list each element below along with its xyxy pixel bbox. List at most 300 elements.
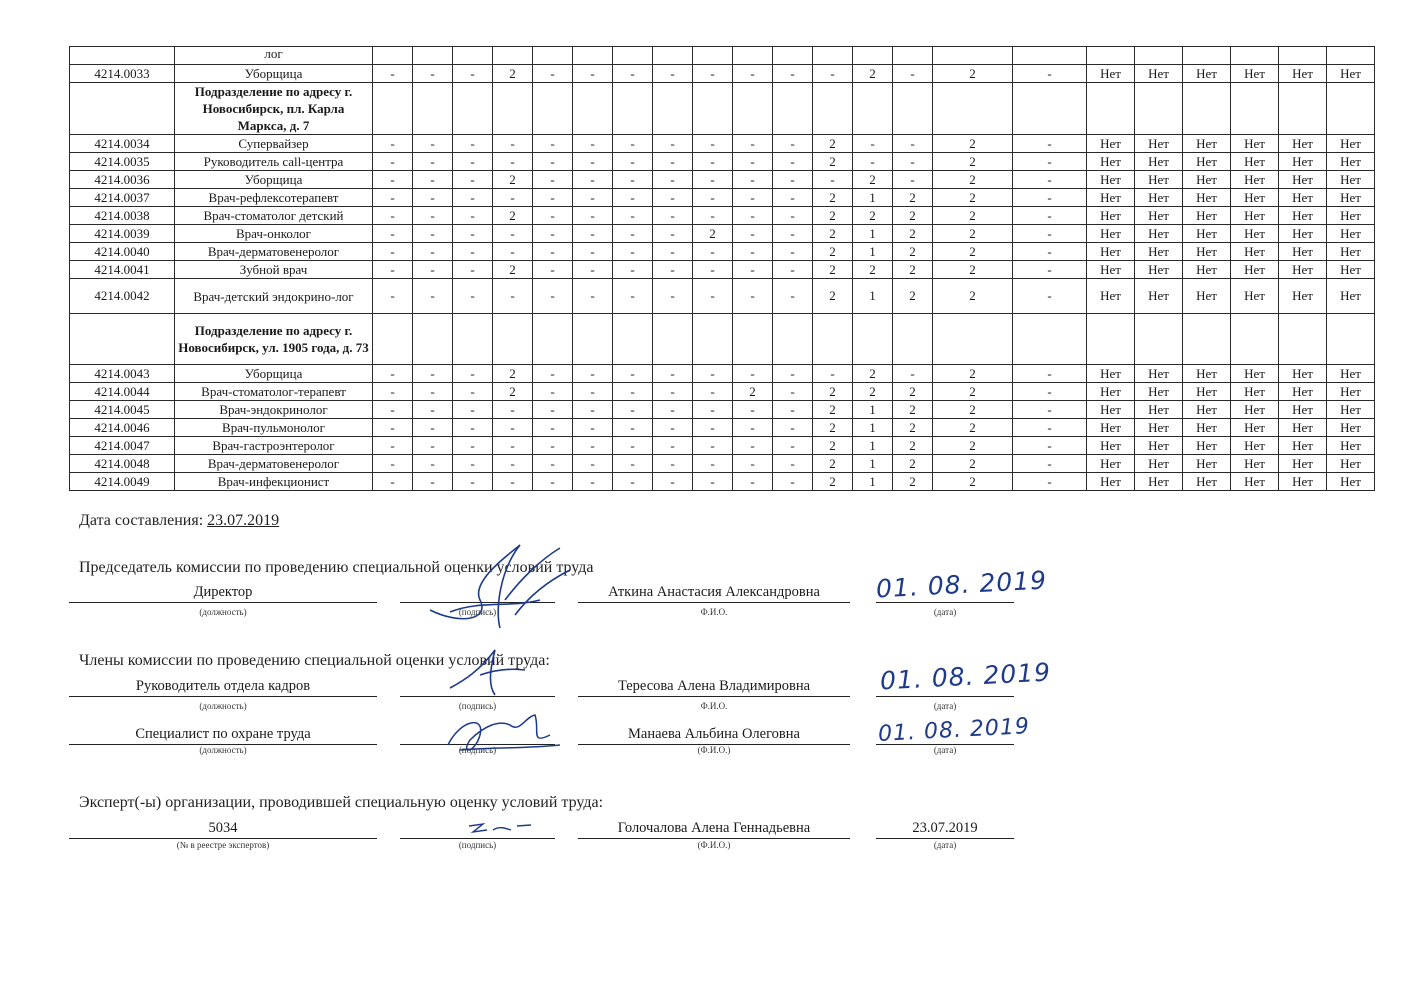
table-cell: - [773,65,813,83]
table-cell: Нет [1231,135,1279,153]
member-2-signature [440,705,570,760]
table-cell: Нет [1135,383,1183,401]
table-cell: Нет [1183,261,1231,279]
table-cell: - [733,401,773,419]
table-cell: Нет [1087,189,1135,207]
row-code: 4214.0033 [70,65,175,83]
table-cell: 2 [813,455,853,473]
table-cell: Нет [1183,279,1231,314]
table-cell: - [573,171,613,189]
table-row [70,189,1375,207]
table-cell: 2 [813,243,853,261]
table-cell: 2 [813,401,853,419]
table-cell [933,314,1013,365]
table-cell: - [533,171,573,189]
table-cell: 2 [813,189,853,207]
table-cell [1135,314,1183,365]
table-cell: Нет [1135,153,1183,171]
row-code: 4214.0037 [70,189,175,207]
table-cell: - [1013,261,1087,279]
chair-date-caption: (дата) [933,607,957,617]
table-cell: - [733,419,773,437]
table-cell: Нет [1327,135,1375,153]
table-cell [453,314,493,365]
table-cell: Нет [1135,365,1183,383]
table-cell: Нет [1231,225,1279,243]
table-cell [413,47,453,65]
job-title: Врач-стоматолог детский [175,207,373,225]
table-cell: - [653,455,693,473]
table-cell: - [613,473,653,491]
table-cell: - [773,135,813,153]
table-cell: Нет [1135,171,1183,189]
table-cell: 2 [853,207,893,225]
table-cell [493,314,533,365]
table-row [70,171,1375,189]
table-cell: - [1013,171,1087,189]
table-cell [1087,314,1135,365]
table-cell: - [613,383,653,401]
row-code [70,83,175,135]
table-cell: - [573,437,613,455]
table-cell: - [733,171,773,189]
table-cell: - [413,365,453,383]
row-code: 4214.0039 [70,225,175,243]
member-2-date: 01. 08. 2019 [877,714,1031,747]
member-1-signature [440,640,540,700]
table-cell [733,47,773,65]
table-row [70,365,1375,383]
table-cell [1327,314,1375,365]
table-cell: 2 [933,455,1013,473]
table-cell: - [413,135,453,153]
expert-signature-caption: (подпись) [458,840,497,850]
table-cell: - [1013,207,1087,225]
table-cell: 2 [853,383,893,401]
table-cell [1279,47,1327,65]
table-cell: 2 [733,383,773,401]
expert-date-caption: (дата) [933,840,957,850]
table-cell: Нет [1231,65,1279,83]
job-title: Врач-стоматолог-терапевт [175,383,373,401]
table-cell: - [1013,437,1087,455]
table-cell: - [533,243,573,261]
table-cell: Нет [1135,189,1183,207]
table-cell: - [413,437,453,455]
table-cell [573,47,613,65]
table-cell: - [693,261,733,279]
table-cell: Нет [1279,473,1327,491]
table-cell: Нет [1231,401,1279,419]
table-cell: - [613,153,653,171]
table-cell [733,314,773,365]
table-cell [733,83,773,135]
table-cell: 2 [933,261,1013,279]
table-cell: - [613,65,653,83]
table-cell: - [653,171,693,189]
table-cell: - [733,207,773,225]
table-cell: Нет [1183,365,1231,383]
table-cell: - [573,65,613,83]
table-cell: Нет [1183,243,1231,261]
table-cell: - [733,437,773,455]
table-cell: - [773,419,813,437]
table-cell: - [373,473,413,491]
table-cell: 1 [853,401,893,419]
table-cell: 2 [933,419,1013,437]
table-cell: Нет [1087,261,1135,279]
table-cell: 2 [933,135,1013,153]
table-cell: - [613,365,653,383]
table-cell: - [693,243,733,261]
member-1-date: 01. 08. 2019 [879,657,1052,696]
table-cell: - [613,189,653,207]
table-cell: Нет [1135,455,1183,473]
table-cell: Нет [1279,225,1327,243]
table-cell: Нет [1327,171,1375,189]
table-cell: - [693,135,733,153]
job-title: Врач-инфекционист [175,473,373,491]
table-cell [413,314,453,365]
table-cell: 1 [853,225,893,243]
row-code: 4214.0044 [70,383,175,401]
table-cell [1231,83,1279,135]
table-cell: Нет [1087,153,1135,171]
table-cell: - [453,171,493,189]
table-cell: - [653,383,693,401]
table-cell: - [453,207,493,225]
table-cell: - [733,189,773,207]
table-cell: - [413,383,453,401]
table-cell: 2 [893,455,933,473]
table-cell [493,47,533,65]
table-cell: Нет [1183,437,1231,455]
table-cell: - [373,207,413,225]
table-cell: - [413,207,453,225]
table-cell: 2 [813,207,853,225]
table-cell: 2 [893,401,933,419]
table-cell: - [653,153,693,171]
table-cell: - [1013,419,1087,437]
table-cell: - [773,473,813,491]
table-cell: 2 [933,473,1013,491]
table-cell: 2 [933,171,1013,189]
table-cell: Нет [1327,419,1375,437]
table-cell: - [493,225,533,243]
row-code: 4214.0041 [70,261,175,279]
table-cell: Нет [1183,383,1231,401]
table-cell: - [893,65,933,83]
table-cell [1231,47,1279,65]
table-cell [773,83,813,135]
table-cell: - [1013,279,1087,314]
table-cell: - [573,153,613,171]
table-cell: Нет [1279,207,1327,225]
table-cell: - [773,189,813,207]
table-cell: 2 [853,365,893,383]
job-title: Уборщица [175,65,373,83]
table-cell: - [533,225,573,243]
table-cell: - [653,261,693,279]
table-cell: Нет [1327,261,1375,279]
table-cell [413,83,453,135]
table-cell: 2 [493,171,533,189]
table-cell: - [1013,153,1087,171]
table-cell: - [453,455,493,473]
table-cell: - [573,279,613,314]
table-cell [1013,47,1087,65]
row-code: 4214.0045 [70,401,175,419]
table-cell: - [653,473,693,491]
table-cell: 2 [893,189,933,207]
table-cell: 2 [893,207,933,225]
job-title: Врач-рефлексотерапевт [175,189,373,207]
table-cell: Нет [1279,437,1327,455]
table-cell: - [373,419,413,437]
table-cell: 2 [813,279,853,314]
job-title: Врач-эндокринолог [175,401,373,419]
table-cell: - [493,419,533,437]
table-cell: 2 [893,383,933,401]
table-cell: 1 [853,437,893,455]
table-cell: Нет [1231,243,1279,261]
table-cell: Нет [1087,207,1135,225]
table-cell: - [613,437,653,455]
table-row [70,243,1375,261]
table-cell: 2 [933,225,1013,243]
table-cell [773,47,813,65]
table-cell: - [773,365,813,383]
table-cell: 2 [813,437,853,455]
table-cell: - [493,243,533,261]
table-cell: Нет [1087,171,1135,189]
table-cell: 2 [493,261,533,279]
table-row [70,473,1375,491]
table-cell [1231,314,1279,365]
member-1-signature-caption: (подпись) [458,701,497,711]
compilation-date-line [79,512,279,530]
table-cell: Нет [1327,437,1375,455]
table-cell: - [733,65,773,83]
job-title: лог [175,47,373,65]
table-cell: - [573,225,613,243]
compilation-date-label: Дата составления: [79,512,204,529]
row-code: 4214.0049 [70,473,175,491]
table-cell: - [653,65,693,83]
table-cell: Нет [1135,279,1183,314]
table-row [70,261,1375,279]
chair-name-line [578,602,850,603]
table-cell: - [573,135,613,153]
table-cell: - [533,153,573,171]
table-cell: 2 [493,65,533,83]
table-cell [653,47,693,65]
table-row [70,455,1375,473]
table-cell: - [493,135,533,153]
table-cell: - [1013,243,1087,261]
table-cell: 2 [813,225,853,243]
row-code: 4214.0034 [70,135,175,153]
member-1-name-line [578,696,850,697]
table-cell: Нет [1183,207,1231,225]
table-cell: 2 [933,65,1013,83]
table-cell: Нет [1135,401,1183,419]
row-code: 4214.0047 [70,437,175,455]
table-cell [613,314,653,365]
compilation-date-value: 23.07.2019 [207,512,280,529]
table-cell: Нет [1087,437,1135,455]
table-cell [893,314,933,365]
row-code: 4214.0048 [70,455,175,473]
job-title: Уборщица [175,171,373,189]
table-row [70,153,1375,171]
table-cell [1135,47,1183,65]
table-cell: Нет [1279,171,1327,189]
row-code: 4214.0035 [70,153,175,171]
table-cell: - [653,225,693,243]
job-title: Врач-онколог [175,225,373,243]
table-cell: - [453,383,493,401]
table-cell [453,83,493,135]
table-cell: - [533,365,573,383]
table-cell: - [693,383,733,401]
table-cell: Нет [1087,419,1135,437]
table-cell: - [533,383,573,401]
table-cell: - [813,365,853,383]
table-cell: 2 [933,243,1013,261]
table-cell: - [733,153,773,171]
table-cell: - [1013,225,1087,243]
table-cell: Нет [1327,473,1375,491]
table-cell: - [373,401,413,419]
table-cell: Нет [1327,383,1375,401]
table-cell: - [773,279,813,314]
chair-name-caption: Ф.И.О. [700,607,728,617]
table-cell: - [693,279,733,314]
table-cell: 2 [893,261,933,279]
table-cell: - [373,279,413,314]
table-cell: 1 [853,473,893,491]
table-cell: - [1013,455,1087,473]
table-row [70,47,1375,65]
table-cell: - [613,207,653,225]
table-cell: - [533,455,573,473]
member-1-name-caption: Ф.И.О. [700,701,728,711]
table-cell: - [733,243,773,261]
table-cell: 1 [853,279,893,314]
table-cell: - [413,419,453,437]
table-cell [853,47,893,65]
table-cell: 2 [933,383,1013,401]
table-cell: - [453,419,493,437]
table-cell: 1 [853,189,893,207]
table-cell: - [653,279,693,314]
chair-name: Аткина Анастасия Александровна [608,584,820,600]
table-cell: - [373,153,413,171]
table-row [70,207,1375,225]
table-cell: - [413,189,453,207]
table-cell: - [533,401,573,419]
table-cell: - [733,135,773,153]
table-cell [853,314,893,365]
table-cell: - [533,65,573,83]
table-cell: - [493,473,533,491]
table-cell: Нет [1087,365,1135,383]
chair-position-caption: (должность) [199,607,247,617]
table-cell: - [733,455,773,473]
table-cell: Нет [1279,279,1327,314]
table-cell: - [573,189,613,207]
table-cell: - [613,171,653,189]
table-cell: - [533,419,573,437]
table-cell: - [653,207,693,225]
chair-signature-caption: (подпись) [458,607,497,617]
table-cell: Нет [1231,419,1279,437]
table-cell: - [1013,473,1087,491]
expert-name-caption: (Ф.И.О.) [697,840,731,850]
table-cell [453,47,493,65]
table-row [70,279,1375,314]
table-cell: Нет [1135,207,1183,225]
table-cell: 1 [853,455,893,473]
table-cell: - [453,65,493,83]
table-cell: - [613,401,653,419]
member-1-date-line [876,696,1014,697]
table-cell: Нет [1327,279,1375,314]
table-cell [653,314,693,365]
job-title: Супервайзер [175,135,373,153]
table-cell: - [573,243,613,261]
table-cell: Нет [1135,419,1183,437]
table-cell: - [413,153,453,171]
table-cell: - [1013,401,1087,419]
table-cell: Нет [1183,135,1231,153]
table-cell: - [733,365,773,383]
table-cell: Нет [1135,437,1183,455]
expert-name-line [578,838,850,839]
table-cell: - [373,225,413,243]
table-cell [373,83,413,135]
table-cell [1279,83,1327,135]
table-cell: 2 [933,437,1013,455]
table-cell: - [573,207,613,225]
expert-registry-caption: (№ в реестре экспертов) [176,840,270,850]
table-cell: 2 [893,225,933,243]
table-cell: Нет [1279,419,1327,437]
table-cell: Нет [1183,65,1231,83]
table-row [70,135,1375,153]
table-cell: - [413,279,453,314]
table-cell: Нет [1327,243,1375,261]
assessment-table [69,46,1375,491]
table-cell: - [453,473,493,491]
member-2-position: Специалист по охране труда [135,726,311,742]
table-cell [813,314,853,365]
expert-date: 23.07.2019 [912,820,978,836]
table-cell: Нет [1135,243,1183,261]
table-cell: - [413,65,453,83]
table-cell [693,83,733,135]
table-cell [1183,83,1231,135]
table-cell: Нет [1087,225,1135,243]
table-cell: - [453,189,493,207]
table-cell: Нет [1135,225,1183,243]
table-cell: 2 [933,189,1013,207]
table-cell: 2 [813,419,853,437]
table-cell [1087,47,1135,65]
table-cell: Нет [1279,135,1327,153]
table-cell: Нет [1231,207,1279,225]
